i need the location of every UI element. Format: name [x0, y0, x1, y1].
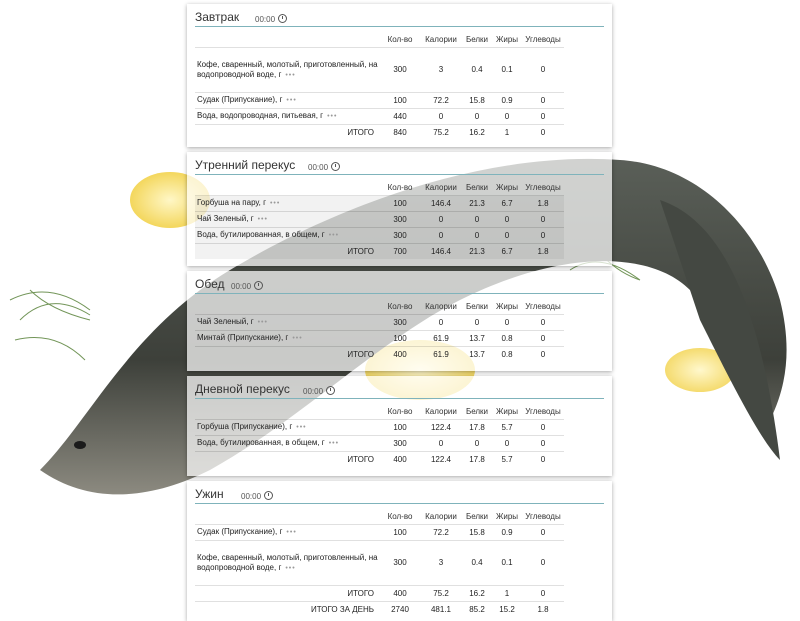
total-qty: 400 — [380, 586, 420, 602]
clock-icon — [331, 162, 340, 171]
nutrient-qty: 300 — [380, 315, 420, 331]
meal-header — [195, 376, 604, 399]
food-name — [195, 93, 380, 109]
meal-time-value: 00:00 — [231, 282, 252, 291]
nutrient-fat: 5.7 — [492, 420, 522, 436]
meal-table — [195, 180, 564, 259]
total-protein: 21.3 — [462, 244, 492, 260]
nutrient-kcal: 72.2 — [420, 525, 462, 541]
total-carbs: 1.8 — [522, 602, 564, 618]
clock-icon — [254, 281, 263, 290]
nutrient-kcal: 0 — [420, 315, 462, 331]
food-row[interactable] — [195, 331, 564, 347]
total-kcal: 481.1 — [420, 602, 462, 618]
total-label: ИТОГО — [195, 125, 380, 141]
nutrient-protein: 17.8 — [462, 420, 492, 436]
meal-header — [195, 4, 604, 27]
total-kcal: 75.2 — [420, 125, 462, 141]
nutrient-qty: 100 — [380, 420, 420, 436]
nutrient-fat: 6.7 — [492, 196, 522, 212]
meal-card — [187, 481, 612, 621]
total-protein: 13.7 — [462, 347, 492, 363]
total-kcal: 61.9 — [420, 347, 462, 363]
nutrient-carbs: 0 — [522, 93, 564, 109]
nutrient-kcal: 3 — [420, 541, 462, 586]
meal-title: Обед — [195, 277, 225, 291]
column-header: Кол-во — [387, 301, 413, 311]
header-name-cell — [195, 180, 380, 196]
nutrient-qty: 300 — [380, 212, 420, 228]
table-header-row — [195, 299, 564, 315]
food-name — [195, 541, 380, 586]
total-qty: 400 — [380, 347, 420, 363]
nutrient-protein: 0.4 — [462, 48, 492, 93]
nutrient-protein: 0 — [462, 228, 492, 244]
meal-time[interactable] — [308, 162, 340, 172]
more-options-icon[interactable]: ••• — [257, 319, 268, 326]
nutrient-carbs: 0 — [522, 228, 564, 244]
total-qty: 400 — [380, 452, 420, 468]
clock-icon — [278, 14, 287, 23]
nutrient-qty: 300 — [380, 228, 420, 244]
more-options-icon[interactable]: ••• — [269, 200, 281, 207]
column-header: Белки — [465, 34, 489, 44]
meal-card — [187, 152, 612, 266]
column-header: Углеводы — [525, 182, 561, 192]
column-header: Жиры — [495, 34, 519, 44]
total-row — [195, 244, 564, 260]
nutrient-protein: 0 — [462, 212, 492, 228]
food-name — [195, 331, 380, 347]
meal-title: Завтрак — [195, 10, 240, 24]
total-protein: 17.8 — [462, 452, 492, 468]
nutrient-protein: 15.8 — [462, 93, 492, 109]
total-kcal: 75.2 — [420, 586, 462, 602]
nutrient-kcal: 72.2 — [420, 93, 462, 109]
total-carbs: 0 — [522, 125, 564, 141]
column-header: Углеводы — [525, 511, 561, 521]
nutrient-carbs: 0 — [522, 436, 564, 452]
nutrient-fat: 0 — [492, 436, 522, 452]
meal-title: Дневной перекус — [195, 382, 290, 396]
food-row[interactable] — [195, 420, 564, 436]
nutrient-carbs: 0 — [522, 315, 564, 331]
food-name-text: Кофе, сваренный, молотый, приготовленный, на водопроводной воде, г — [197, 59, 378, 79]
column-header: Углеводы — [525, 301, 561, 311]
total-row — [195, 125, 564, 141]
food-name-text: Чай Зеленый, г — [197, 214, 254, 223]
meal-diary — [187, 0, 612, 621]
total-carbs: 0 — [522, 586, 564, 602]
nutrient-fat: 0 — [492, 315, 522, 331]
nutrient-qty: 100 — [380, 525, 420, 541]
total-qty: 840 — [380, 125, 420, 141]
total-kcal: 122.4 — [420, 452, 462, 468]
nutrient-fat: 0.9 — [492, 93, 522, 109]
nutrient-fat: 0 — [492, 109, 522, 125]
food-name-text: Кофе, сваренный, молотый, приготовленный, на водопроводной воде, г — [197, 552, 378, 572]
clock-icon — [264, 491, 273, 500]
food-name-text: Вода, бутилированная, в общем, г — [197, 438, 325, 447]
meal-table — [195, 509, 564, 617]
food-row[interactable] — [195, 212, 564, 228]
total-carbs: 0 — [522, 347, 564, 363]
food-row[interactable] — [195, 315, 564, 331]
nutrient-kcal: 122.4 — [420, 420, 462, 436]
nutrient-qty: 100 — [380, 331, 420, 347]
column-header: Кол-во — [387, 182, 413, 192]
column-header: Жиры — [495, 511, 519, 521]
total-carbs: 1.8 — [522, 244, 564, 260]
column-header: Жиры — [495, 406, 519, 416]
food-name-text: Минтай (Припускание), г — [197, 333, 289, 342]
total-label: ИТОГО — [195, 347, 380, 363]
more-options-icon[interactable]: ••• — [292, 335, 303, 342]
more-options-icon[interactable]: ••• — [328, 232, 340, 239]
column-header: Кол-во — [387, 34, 413, 44]
food-name — [195, 196, 380, 212]
nutrient-fat: 0.1 — [492, 48, 522, 93]
total-row — [195, 586, 564, 602]
column-header: Калории — [425, 511, 457, 521]
more-options-icon[interactable]: ••• — [257, 216, 268, 223]
table-header-row — [195, 180, 564, 196]
food-name — [195, 228, 380, 244]
nutrient-protein: 13.7 — [462, 331, 492, 347]
nutrient-kcal: 3 — [420, 48, 462, 93]
nutrient-protein: 0.4 — [462, 541, 492, 586]
total-qty: 2740 — [380, 602, 420, 618]
column-header: Калории — [425, 182, 457, 192]
column-header: Кол-во — [387, 511, 413, 521]
more-options-icon[interactable]: ••• — [327, 113, 338, 120]
column-header: Белки — [465, 511, 489, 521]
food-name — [195, 315, 380, 331]
total-protein: 16.2 — [462, 586, 492, 602]
nutrient-protein: 0 — [462, 109, 492, 125]
meal-table — [195, 404, 564, 467]
total-label: ИТОГО — [195, 586, 380, 602]
total-fat: 0.8 — [492, 347, 522, 363]
header-name-cell — [195, 32, 380, 48]
nutrient-fat: 0.1 — [492, 541, 522, 586]
column-header: Углеводы — [525, 406, 561, 416]
nutrient-protein: 0 — [462, 436, 492, 452]
meal-time-value: 00:00 — [255, 15, 276, 24]
clock-icon — [326, 386, 335, 395]
column-header: Калории — [425, 301, 457, 311]
food-row[interactable] — [195, 436, 564, 452]
nutrient-protein: 0 — [462, 315, 492, 331]
nutrient-protein: 21.3 — [462, 196, 492, 212]
nutrient-carbs: 0 — [522, 109, 564, 125]
column-header: Жиры — [495, 301, 519, 311]
column-header: Кол-во — [387, 406, 413, 416]
food-row[interactable] — [195, 93, 564, 109]
nutrient-kcal: 146.4 — [420, 196, 462, 212]
meal-time[interactable] — [231, 281, 263, 291]
more-options-icon[interactable]: ••• — [286, 529, 297, 536]
more-options-icon[interactable]: ••• — [296, 424, 307, 431]
nutrient-kcal: 0 — [420, 228, 462, 244]
food-name — [195, 212, 380, 228]
meal-time[interactable] — [255, 14, 287, 24]
total-label: ИТОГО ЗА ДЕНЬ — [195, 602, 380, 618]
food-name-text: Судак (Припускание), г — [197, 527, 283, 536]
meal-card — [187, 271, 612, 371]
nutrient-fat: 0.9 — [492, 525, 522, 541]
food-name — [195, 525, 380, 541]
nutrient-qty: 300 — [380, 48, 420, 93]
nutrient-carbs: 0 — [522, 420, 564, 436]
meal-title: Утренний перекус — [195, 158, 296, 172]
food-name-text: Горбуша на пару, г — [197, 198, 266, 207]
column-header: Углеводы — [525, 34, 561, 44]
nutrient-qty: 300 — [380, 541, 420, 586]
header-name-cell — [195, 299, 380, 315]
nutrient-kcal: 0 — [420, 212, 462, 228]
nutrient-qty: 100 — [380, 196, 420, 212]
food-row[interactable] — [195, 228, 564, 244]
header-name-cell — [195, 509, 380, 525]
table-header-row — [195, 404, 564, 420]
total-fat: 5.7 — [492, 452, 522, 468]
nutrient-qty: 100 — [380, 93, 420, 109]
food-name — [195, 109, 380, 125]
nutrient-protein: 15.8 — [462, 525, 492, 541]
column-header: Белки — [465, 406, 489, 416]
column-header: Калории — [425, 34, 457, 44]
column-header: Белки — [465, 182, 489, 192]
total-label: ИТОГО — [195, 244, 380, 260]
total-kcal: 146.4 — [420, 244, 462, 260]
meal-table — [195, 32, 564, 140]
food-name-text: Вода, водопроводная, питьевая, г — [197, 111, 324, 120]
table-header-row — [195, 509, 564, 525]
meal-header — [195, 152, 604, 175]
food-name-text: Чай Зеленый, г — [197, 317, 254, 326]
food-name-text: Горбуша (Припускание), г — [197, 422, 293, 431]
nutrient-carbs: 0 — [522, 541, 564, 586]
total-fat: 1 — [492, 586, 522, 602]
header-name-cell — [195, 404, 380, 420]
nutrient-fat: 0 — [492, 212, 522, 228]
total-label: ИТОГО — [195, 452, 380, 468]
food-name-text: Судак (Припускание), г — [197, 95, 283, 104]
more-options-icon[interactable]: ••• — [328, 440, 340, 447]
food-row[interactable] — [195, 109, 564, 125]
meal-title: Ужин — [195, 487, 224, 501]
food-name — [195, 436, 380, 452]
meal-time[interactable] — [241, 491, 273, 501]
more-options-icon[interactable]: ••• — [286, 97, 297, 104]
total-protein: 16.2 — [462, 125, 492, 141]
nutrient-fat: 0.8 — [492, 331, 522, 347]
total-row — [195, 452, 564, 468]
meal-header — [195, 481, 604, 504]
food-name — [195, 420, 380, 436]
total-row — [195, 347, 564, 363]
total-carbs: 0 — [522, 452, 564, 468]
column-header: Белки — [465, 301, 489, 311]
nutrient-carbs: 1.8 — [522, 196, 564, 212]
nutrient-carbs: 0 — [522, 525, 564, 541]
food-name-text: Вода, бутилированная, в общем, г — [197, 230, 325, 239]
meal-card — [187, 4, 612, 147]
more-options-icon[interactable]: ••• — [285, 564, 296, 572]
food-row[interactable] — [195, 196, 564, 212]
nutrient-carbs: 0 — [522, 48, 564, 93]
column-header: Калории — [425, 406, 457, 416]
total-qty: 700 — [380, 244, 420, 260]
meal-time[interactable] — [303, 386, 335, 396]
column-header: Жиры — [495, 182, 519, 192]
meal-time-value: 00:00 — [303, 387, 324, 396]
total-fat: 15.2 — [492, 602, 522, 618]
food-row[interactable] — [195, 48, 564, 93]
meal-time-value: 00:00 — [241, 492, 262, 501]
table-header-row — [195, 32, 564, 48]
day-total-row — [195, 602, 564, 618]
food-row[interactable] — [195, 541, 564, 586]
meal-header — [195, 271, 604, 294]
food-name — [195, 48, 380, 93]
nutrient-carbs: 0 — [522, 331, 564, 347]
more-options-icon[interactable]: ••• — [285, 71, 296, 79]
total-fat: 1 — [492, 125, 522, 141]
total-fat: 6.7 — [492, 244, 522, 260]
nutrient-qty: 300 — [380, 436, 420, 452]
nutrient-qty: 440 — [380, 109, 420, 125]
total-protein: 85.2 — [462, 602, 492, 618]
nutrient-kcal: 61.9 — [420, 331, 462, 347]
nutrient-kcal: 0 — [420, 109, 462, 125]
meal-card — [187, 376, 612, 476]
nutrient-kcal: 0 — [420, 436, 462, 452]
nutrient-carbs: 0 — [522, 212, 564, 228]
meal-time-value: 00:00 — [308, 163, 329, 172]
meal-table — [195, 299, 564, 362]
nutrient-fat: 0 — [492, 228, 522, 244]
food-row[interactable] — [195, 525, 564, 541]
